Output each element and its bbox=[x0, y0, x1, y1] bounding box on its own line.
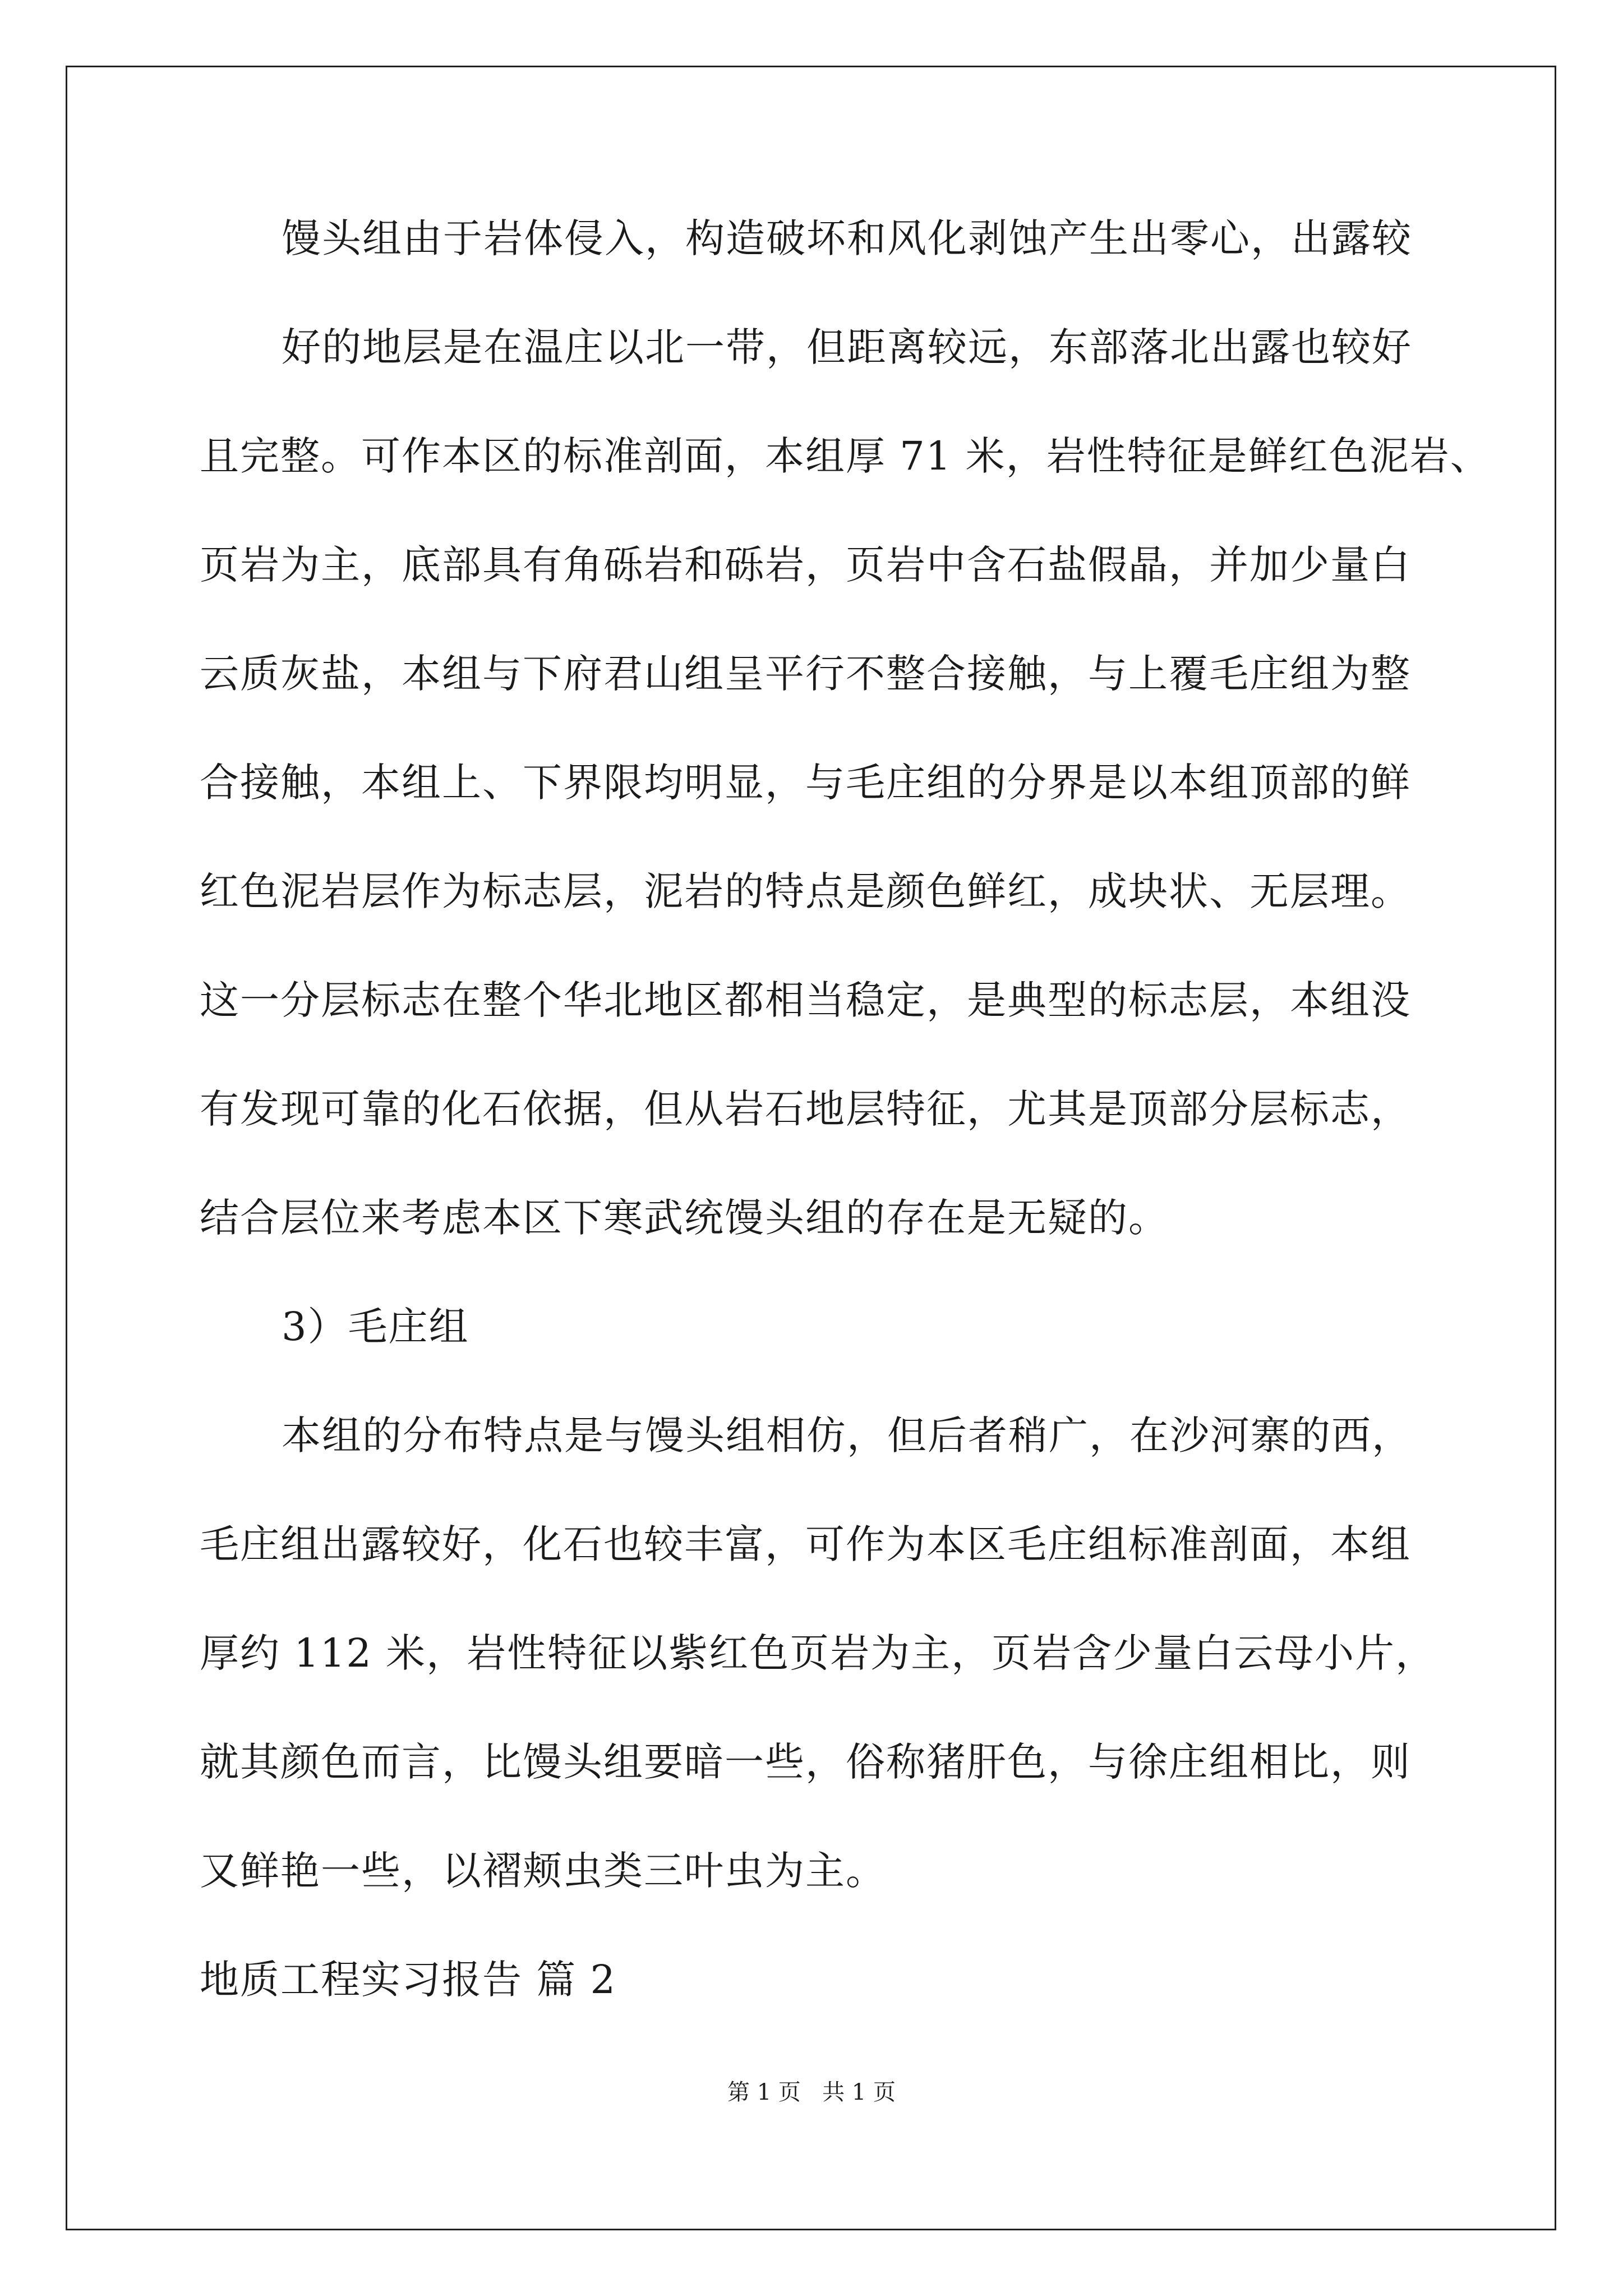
paragraph-line: 就其颜色而言，比馒头组要暗一些，俗称猪肝色，与徐庄组相比，则 bbox=[200, 1739, 1411, 1785]
paragraph-line: 这一分层标志在整个华北地区都相当稳定，是典型的标志层，本组没 bbox=[200, 977, 1411, 1023]
paragraph-line: 又鲜艳一些，以褶颊虫类三叶虫为主。 bbox=[200, 1848, 886, 1894]
subsection-heading: 3）毛庄组 bbox=[282, 1304, 469, 1350]
paragraph-line: 且完整。可作本区的标准剖面，本组厚 71 米，岩性特征是鲜红色泥岩、 bbox=[200, 433, 1491, 479]
paragraph-line: 馒头组由于岩体侵入，构造破坏和风化剥蚀产生出零心，出露较 bbox=[282, 215, 1412, 261]
paragraph-line: 红色泥岩层作为标志层，泥岩的特点是颜色鲜红，成块状、无层理。 bbox=[200, 868, 1411, 914]
paragraph-line: 好的地层是在温庄以北一带，但距离较远，东部落北出露也较好 bbox=[282, 324, 1412, 370]
paragraph-line: 云质灰盐，本组与下府君山组呈平行不整合接触，与上覆毛庄组为整 bbox=[200, 651, 1411, 697]
paragraph-line: 有发现可靠的化石依据，但从岩石地层特征，尤其是顶部分层标志， bbox=[200, 1086, 1411, 1132]
paragraph-line: 厚约 112 米，岩性特征以紫红色页岩为主，页岩含少量白云母小片， bbox=[200, 1630, 1436, 1676]
paragraph-line: 页岩为主，底部具有角砾岩和砾岩，页岩中含石盐假晶，并加少量白 bbox=[200, 542, 1411, 588]
paragraph-line: 结合层位来考虑本区下寒武统馒头组的存在是无疑的。 bbox=[200, 1195, 1169, 1241]
paragraph-line: 本组的分布特点是与馒头组相仿，但后者稍广，在沙河寨的西， bbox=[282, 1412, 1412, 1458]
paragraph-line: 毛庄组出露较好，化石也较丰富，可作为本区毛庄组标准剖面，本组 bbox=[200, 1521, 1411, 1567]
section-title: 地质工程实习报告 篇 2 bbox=[200, 1957, 617, 2003]
paragraph-line: 合接触，本组上、下界限均明显，与毛庄组的分界是以本组顶部的鲜 bbox=[200, 760, 1411, 806]
page-border bbox=[66, 66, 1556, 2230]
page-footer: 第 1 页 共 1 页 bbox=[727, 2079, 896, 2105]
